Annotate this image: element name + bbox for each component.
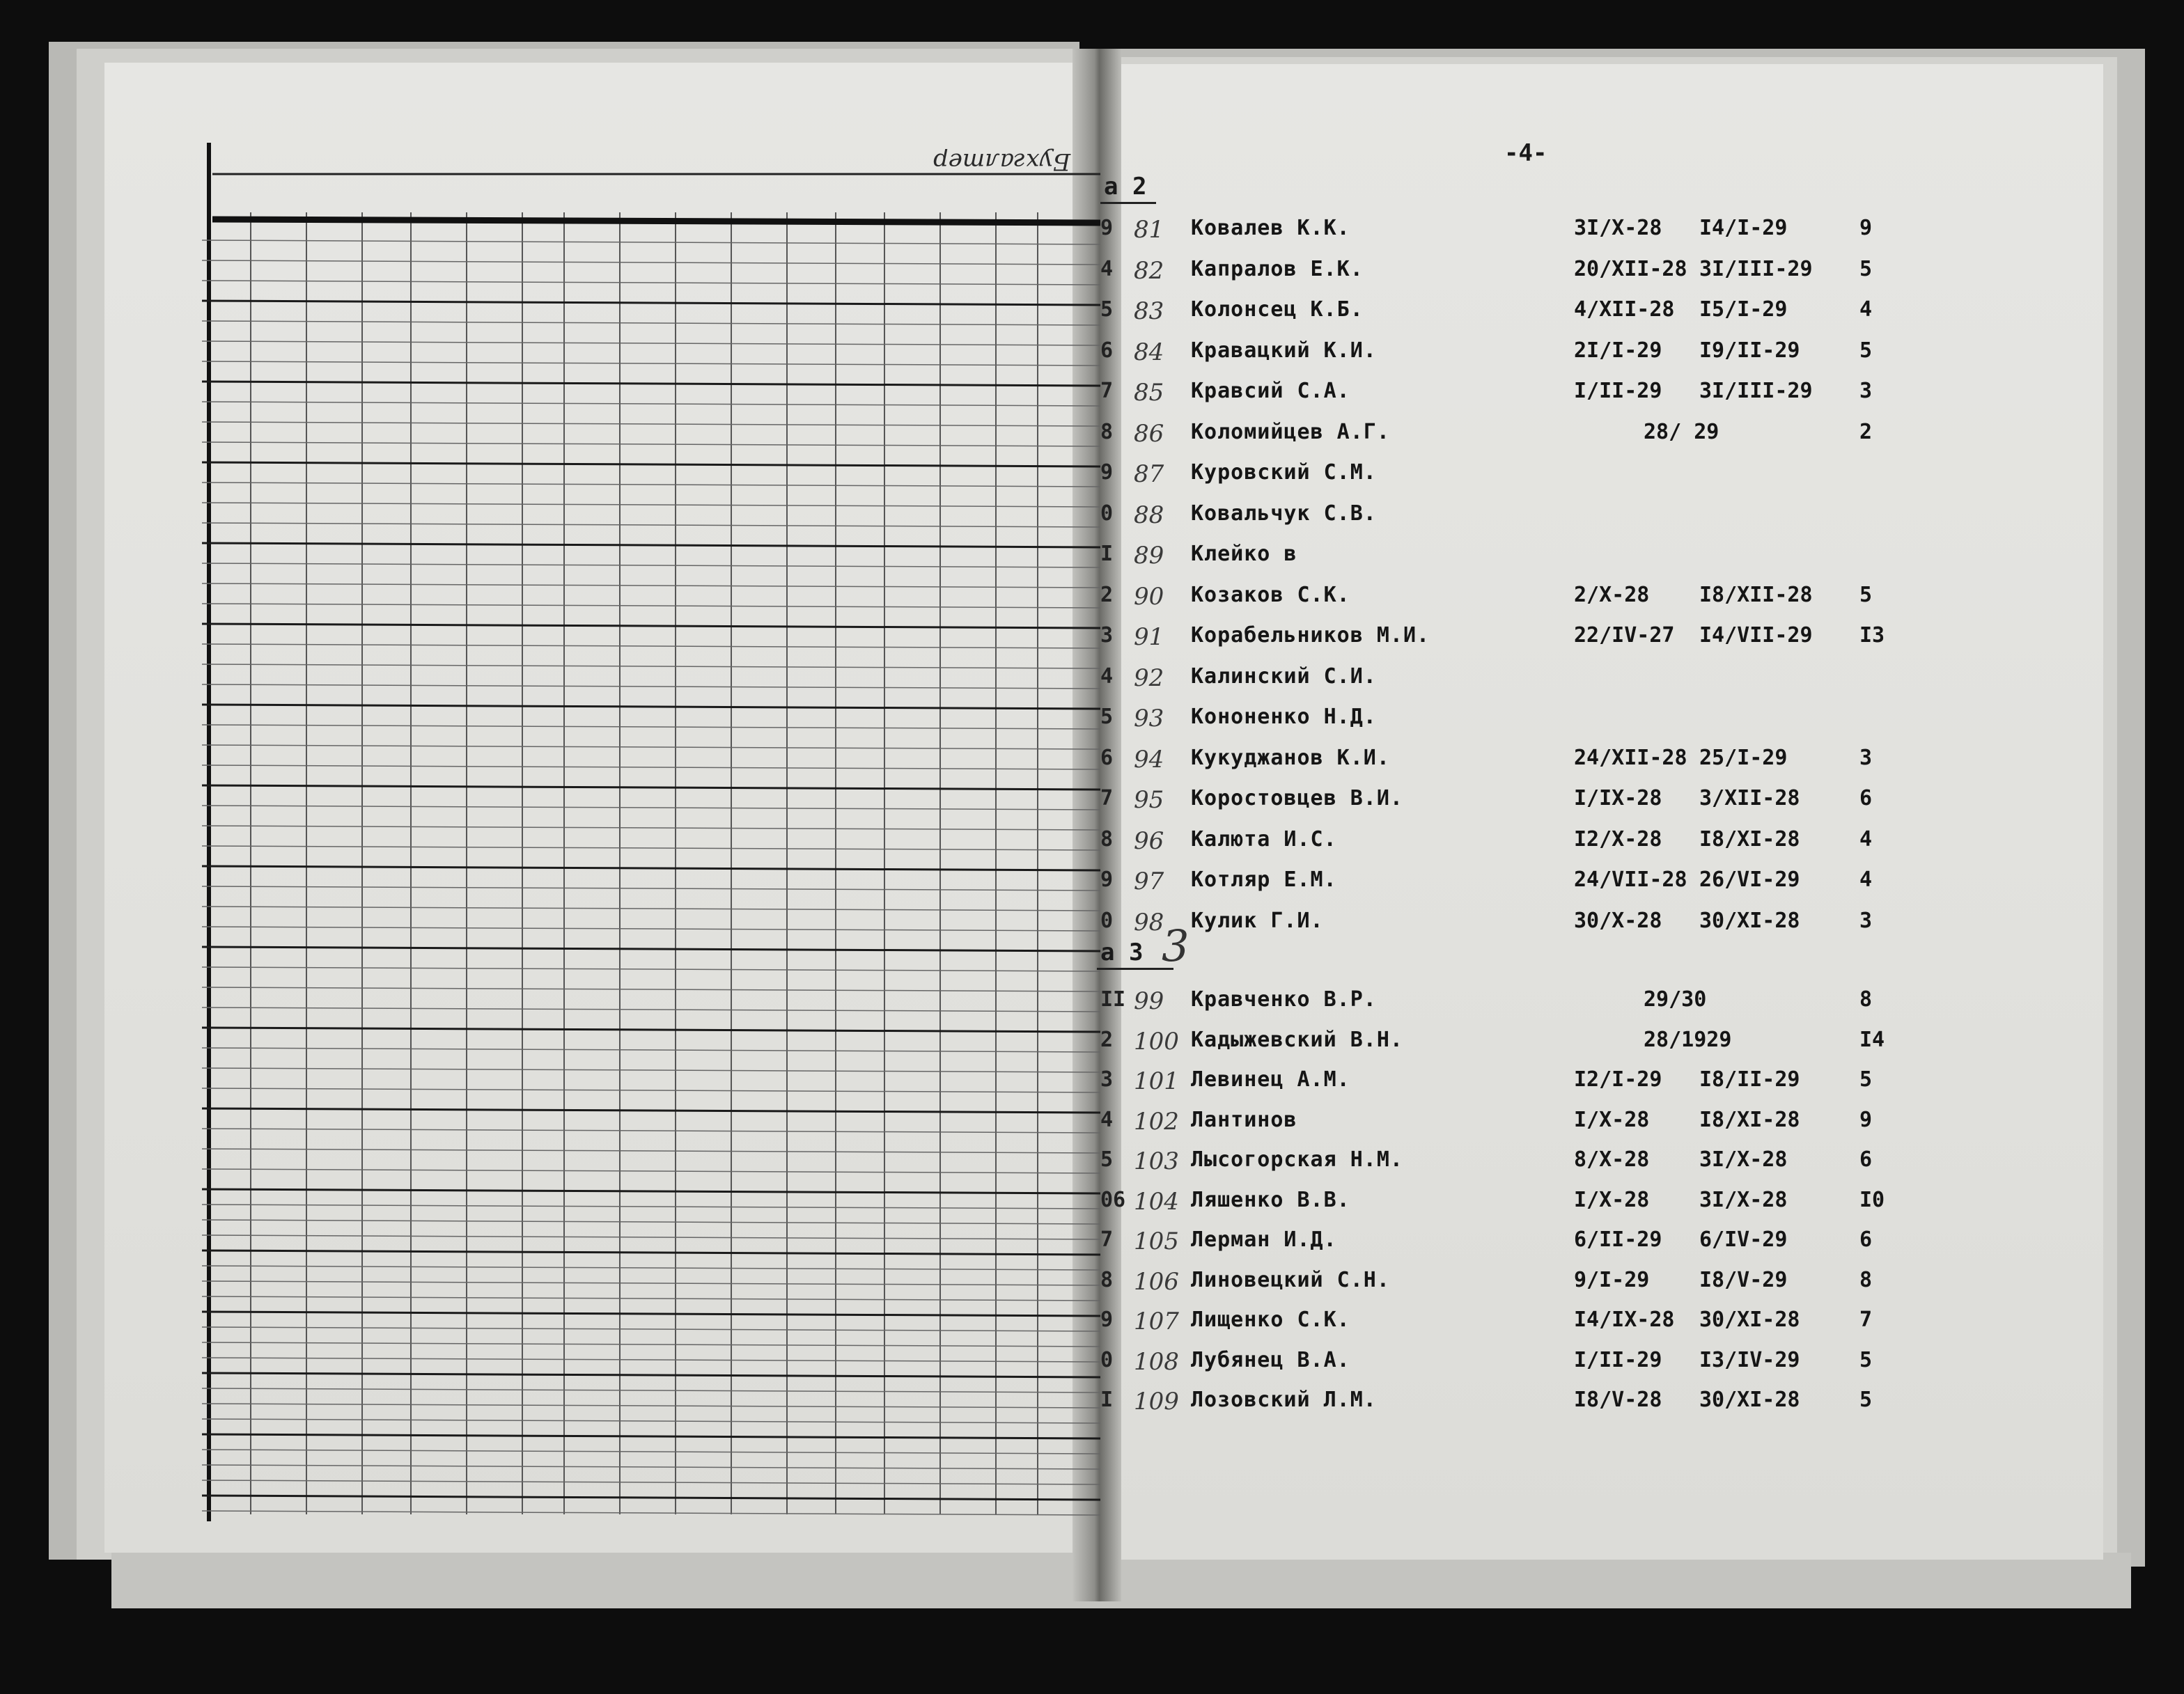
table-row: [1086, 868, 1894, 895]
start-date: 8/X-28: [1574, 1147, 1650, 1172]
person-name: Калюта И.С.: [1191, 826, 1337, 852]
person-name: Куровский С.М.: [1191, 460, 1377, 485]
count-value: 2: [1859, 419, 1873, 444]
row-number: 2: [1100, 582, 1114, 607]
period-value: 28/1929: [1644, 1027, 1732, 1052]
end-date: 30/XI-28: [1699, 1388, 1800, 1412]
handwritten-index: 98: [1134, 908, 1164, 936]
table-row: [1086, 338, 1894, 366]
person-name: Кононенко Н.Д.: [1191, 705, 1377, 729]
handwritten-index: 83: [1134, 297, 1164, 325]
row-number: 0: [1100, 1347, 1114, 1372]
count-value: 8: [1859, 1267, 1873, 1292]
start-date: 4/XII-28: [1574, 297, 1675, 322]
table-row: [1086, 1067, 1894, 1095]
section-2-underline: [1100, 202, 1156, 204]
row-number: 4: [1100, 664, 1114, 689]
row-number: 7: [1100, 379, 1114, 403]
end-date: 3I/X-28: [1699, 1147, 1788, 1172]
start-date: I8/V-28: [1574, 1388, 1662, 1412]
person-name: Кравченко В.Р.: [1191, 987, 1377, 1012]
period-value: 28/ 29: [1644, 419, 1719, 444]
count-value: 4: [1859, 826, 1873, 852]
table-row: [1086, 297, 1894, 325]
person-name: Ковальчук С.В.: [1191, 501, 1377, 526]
count-value: 5: [1859, 256, 1873, 281]
person-name: Лантинов: [1191, 1107, 1297, 1132]
handwritten-index: 82: [1134, 256, 1164, 285]
end-date: I8/XI-28: [1699, 1107, 1800, 1132]
count-value: 4: [1859, 868, 1873, 892]
count-value: 9: [1859, 216, 1873, 240]
count-value: 5: [1859, 1347, 1873, 1372]
person-name: Кадыжевский В.Н.: [1191, 1027, 1403, 1052]
row-number: 2: [1100, 1027, 1114, 1052]
row-number: 5: [1100, 1147, 1114, 1172]
table-row: [1086, 1108, 1894, 1136]
start-date: 30/X-28: [1574, 908, 1662, 933]
person-name: Котляр Е.М.: [1191, 868, 1337, 892]
table-row: [1086, 379, 1894, 407]
row-number: 7: [1100, 1228, 1114, 1252]
start-date: 24/VII-28: [1574, 868, 1687, 892]
person-name: Кравацкий К.И.: [1191, 338, 1377, 363]
end-date: I9/II-29: [1699, 338, 1800, 363]
end-date: 3I/III-29: [1699, 379, 1813, 403]
table-row: [1086, 705, 1894, 732]
table-row: [1086, 827, 1894, 855]
count-value: 4: [1859, 297, 1873, 322]
section-2-label: а 2: [1104, 173, 1147, 201]
row-number: I: [1100, 1388, 1114, 1412]
start-date: 20/XII-28: [1574, 256, 1687, 281]
row-number: 9: [1100, 868, 1114, 892]
handwritten-index: 88: [1134, 501, 1164, 529]
end-date: 3I/X-28: [1699, 1187, 1788, 1212]
start-date: I/II-29: [1574, 379, 1662, 403]
table-row: [1086, 623, 1894, 651]
row-number: I: [1100, 542, 1114, 566]
row-number: 3: [1100, 1067, 1114, 1092]
person-name: Козаков С.К.: [1191, 582, 1350, 607]
handwritten-index: 95: [1134, 786, 1164, 814]
table-row: [1086, 216, 1894, 244]
table-row: [1086, 786, 1894, 814]
count-value: 6: [1859, 1228, 1873, 1252]
person-name: Кукуджанов К.И.: [1191, 745, 1390, 770]
bottom-page-edges: [111, 1553, 2131, 1608]
count-value: 6: [1859, 1147, 1873, 1172]
row-number: 9: [1100, 460, 1114, 485]
handwritten-index: 93: [1134, 705, 1164, 732]
ledger-grid-lines: [174, 143, 1100, 1528]
handwritten-index: 106: [1134, 1267, 1179, 1296]
handwritten-index: 97: [1134, 868, 1164, 895]
start-date: I2/X-28: [1574, 826, 1662, 852]
count-value: 5: [1859, 338, 1873, 363]
handwritten-index: 84: [1134, 338, 1164, 366]
row-number: 4: [1100, 1107, 1114, 1132]
period-value: 29/30: [1644, 987, 1707, 1012]
section-3-label: а 3: [1100, 939, 1144, 966]
person-name: Кулик Г.И.: [1191, 908, 1324, 933]
start-date: 2I/I-29: [1574, 338, 1662, 363]
row-number: 0: [1100, 908, 1114, 933]
handwritten-index: 87: [1134, 460, 1164, 488]
table-row: [1086, 909, 1894, 936]
start-date: I/II-29: [1574, 1347, 1662, 1372]
count-value: 3: [1859, 908, 1873, 933]
count-value: 9: [1859, 1107, 1873, 1132]
person-name: Ковалев К.К.: [1191, 216, 1350, 240]
person-name: Коломийцев А.Г.: [1191, 419, 1390, 444]
row-number: 8: [1100, 1267, 1114, 1292]
section-3-handwritten-mark: 3: [1162, 920, 1190, 971]
handwritten-index: 94: [1134, 745, 1164, 774]
table-row: [1086, 987, 1894, 1015]
handwritten-index: 96: [1134, 826, 1164, 855]
person-name: Лубянец В.А.: [1191, 1347, 1350, 1372]
handwritten-index: 107: [1134, 1308, 1179, 1335]
start-date: 6/II-29: [1574, 1228, 1662, 1252]
count-value: 7: [1859, 1308, 1873, 1332]
count-value: 8: [1859, 987, 1873, 1012]
person-name: Лерман И.Д.: [1191, 1228, 1337, 1252]
person-name: Лысогорская Н.М.: [1191, 1147, 1403, 1172]
accountant-stamp-label: Бухгалтер: [933, 148, 1071, 175]
table-row: [1086, 664, 1894, 692]
end-date: 3/XII-28: [1699, 786, 1800, 810]
start-date: I/X-28: [1574, 1107, 1650, 1132]
end-date: I4/VII-29: [1699, 623, 1813, 648]
person-name: Лищенко С.К.: [1191, 1308, 1350, 1332]
handwritten-index: 89: [1134, 542, 1164, 570]
count-value: 3: [1859, 379, 1873, 403]
start-date: 9/I-29: [1574, 1267, 1650, 1292]
table-row: [1086, 420, 1894, 448]
end-date: I3/IV-29: [1699, 1347, 1800, 1372]
handwritten-index: 92: [1134, 664, 1164, 692]
table-row: [1086, 1147, 1894, 1175]
handwritten-index: 99: [1134, 987, 1164, 1015]
count-value: I3: [1859, 623, 1885, 648]
end-date: I4/I-29: [1699, 216, 1788, 240]
person-name: Колонсец К.Б.: [1191, 297, 1364, 322]
table-row: [1086, 1388, 1894, 1415]
table-row: [1086, 542, 1894, 570]
handwritten-index: 103: [1134, 1147, 1179, 1175]
end-date: 25/I-29: [1699, 745, 1788, 770]
page-number: -4-: [1504, 139, 1547, 167]
row-number: 8: [1100, 419, 1114, 444]
end-date: 6/IV-29: [1699, 1228, 1788, 1252]
table-row: [1086, 1348, 1894, 1376]
row-number: 06: [1100, 1187, 1126, 1212]
count-value: 5: [1859, 582, 1873, 607]
handwritten-index: 108: [1134, 1347, 1179, 1376]
end-date: I5/I-29: [1699, 297, 1788, 322]
row-number: 0: [1100, 501, 1114, 526]
handwritten-index: 100: [1134, 1027, 1179, 1056]
table-row: [1086, 1228, 1894, 1255]
handwritten-index: 104: [1134, 1187, 1179, 1216]
row-number: 6: [1100, 745, 1114, 770]
table-row: [1086, 501, 1894, 529]
end-date: 30/XI-28: [1699, 908, 1800, 933]
end-date: 26/VI-29: [1699, 868, 1800, 892]
count-value: 5: [1859, 1388, 1873, 1412]
count-value: I4: [1859, 1027, 1885, 1052]
person-name: Ляшенко В.В.: [1191, 1187, 1350, 1212]
start-date: I4/IX-28: [1574, 1308, 1675, 1332]
end-date: 30/XI-28: [1699, 1308, 1800, 1332]
person-name: Левинец А.М.: [1191, 1067, 1350, 1092]
handwritten-index: 85: [1134, 379, 1164, 407]
count-value: 3: [1859, 745, 1873, 770]
handwritten-index: 81: [1134, 216, 1164, 244]
row-number: II: [1100, 987, 1126, 1012]
handwritten-index: 91: [1134, 623, 1164, 651]
ledger-grid: [174, 143, 1066, 1528]
start-date: 3I/X-28: [1574, 216, 1662, 240]
row-number: 9: [1100, 216, 1114, 240]
count-value: 6: [1859, 786, 1873, 810]
person-name: Линовецкий С.Н.: [1191, 1267, 1390, 1292]
table-row: [1086, 1028, 1894, 1056]
handwritten-index: 105: [1134, 1228, 1179, 1255]
start-date: I/X-28: [1574, 1187, 1650, 1212]
end-date: I8/XI-28: [1699, 826, 1800, 852]
person-name: Клейко в: [1191, 542, 1297, 566]
row-number: 9: [1100, 1308, 1114, 1332]
end-date: 3I/III-29: [1699, 256, 1813, 281]
handwritten-index: 102: [1134, 1107, 1179, 1136]
handwritten-index: 90: [1134, 582, 1164, 611]
person-name: Корабельников М.И.: [1191, 623, 1430, 648]
start-date: I2/I-29: [1574, 1067, 1662, 1092]
end-date: I8/XII-28: [1699, 582, 1813, 607]
start-date: 2/X-28: [1574, 582, 1650, 607]
person-name: Кравсий С.А.: [1191, 379, 1350, 403]
start-date: I/IX-28: [1574, 786, 1662, 810]
row-number: 7: [1100, 786, 1114, 810]
table-row: [1086, 460, 1894, 488]
table-row: [1086, 1268, 1894, 1296]
count-value: 5: [1859, 1067, 1873, 1092]
count-value: I0: [1859, 1187, 1885, 1212]
row-number: 5: [1100, 705, 1114, 729]
table-row: [1086, 1308, 1894, 1335]
start-date: 22/IV-27: [1574, 623, 1675, 648]
row-number: 6: [1100, 338, 1114, 363]
end-date: I8/II-29: [1699, 1067, 1800, 1092]
handwritten-index: 101: [1134, 1067, 1179, 1095]
person-name: Калинский С.И.: [1191, 664, 1377, 689]
row-number: 4: [1100, 256, 1114, 281]
person-name: Коростовцев В.И.: [1191, 786, 1403, 810]
handwritten-index: 109: [1134, 1388, 1179, 1415]
table-row: [1086, 583, 1894, 611]
end-date: I8/V-29: [1699, 1267, 1788, 1292]
start-date: 24/XII-28: [1574, 745, 1687, 770]
row-number: 8: [1100, 826, 1114, 852]
row-number: 5: [1100, 297, 1114, 322]
person-name: Капралов Е.К.: [1191, 256, 1364, 281]
table-row: [1086, 746, 1894, 774]
person-name: Лозовский Л.М.: [1191, 1388, 1377, 1412]
table-row: [1086, 1188, 1894, 1216]
table-row: [1086, 257, 1894, 285]
row-number: 3: [1100, 623, 1114, 648]
handwritten-index: 86: [1134, 419, 1164, 448]
